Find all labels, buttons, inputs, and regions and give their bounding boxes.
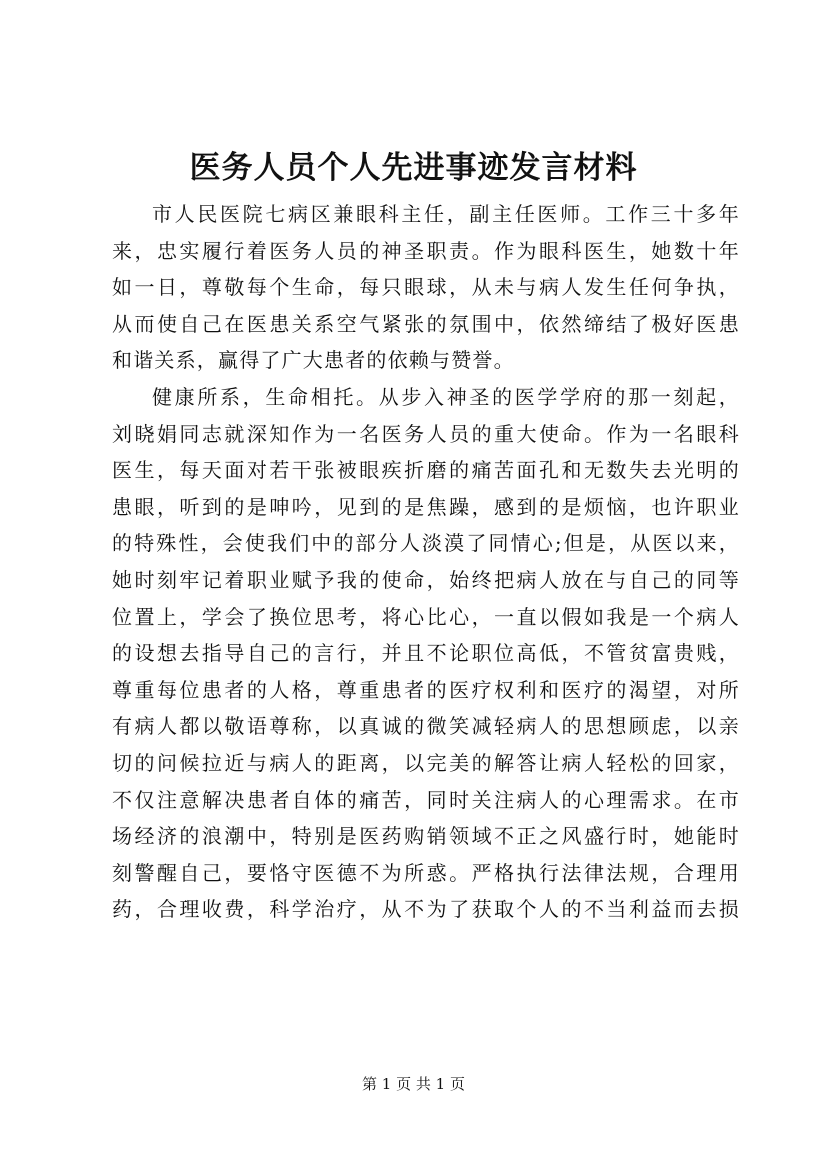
paragraph-line: 尊重每位患者的人格，尊重患者的医疗权利和医疗的渴望，对所: [112, 677, 740, 702]
paragraph-line: 切的问候拉近与病人的距离，以完美的解答让病人轻松的回家，: [112, 750, 740, 775]
paragraph-line: 她时刻牢记着职业赋予我的使命，始终把病人放在与自己的同等: [112, 567, 740, 592]
paragraph-line: 健康所系，生命相托。从步入神圣的医学学府的那一刻起，: [152, 384, 740, 409]
paragraph-line: 药，合理收费，科学治疗，从不为了获取个人的不当利益而去损: [112, 897, 740, 922]
paragraph-line: 位置上，学会了换位思考，将心比心，一直以假如我是一个病人: [112, 604, 740, 629]
paragraph-line: 刻警醒自己，要恪守医德不为所惑。严格执行法律法规，合理用: [112, 860, 740, 885]
document-body: [112, 196, 740, 928]
paragraph-line: 不仅注意解决患者自体的痛苦，同时关注病人的心理需求。在市: [112, 787, 740, 812]
document-title: 医务人员个人先进事迹发言材料: [189, 150, 638, 186]
paragraph-line: 刘晓娟同志就深知作为一名医务人员的重大使命。作为一名眼科: [112, 421, 740, 446]
paragraph-line: 有病人都以敬语尊称，以真诚的微笑减轻病人的思想顾虑，以亲: [112, 714, 740, 739]
paragraph-line: 患眼，听到的是呻吟，见到的是焦躁，感到的是烦恼，也许职业: [112, 494, 740, 519]
page-number-footer: 第 1 页 共 1 页: [362, 1075, 465, 1093]
paragraph-line: 和谐关系，赢得了广大患者的依赖与赞誉。: [112, 348, 515, 373]
paragraph-line: 市人民医院七病区兼眼科主任，副主任医师。工作三十多年: [152, 202, 740, 226]
paragraph-line: 来，忠实履行着医务人员的神圣职责。作为眼科医生，她数十年: [112, 238, 740, 263]
paragraph-line: 如一日，尊敬每个生命，每只眼球，从未与病人发生任何争执，: [112, 275, 740, 300]
paragraph-line: 场经济的浪潮中，特别是医药购销领域不正之风盛行时，她能时: [112, 824, 740, 849]
paragraph-line: 的设想去指导自己的言行，并且不论职位高低，不管贫富贵贱，: [112, 641, 740, 666]
paragraph-line: 医生，每天面对若干张被眼疾折磨的痛苦面孔和无数失去光明的: [112, 458, 740, 483]
paragraph-line: 从而使自己在医患关系空气紧张的氛围中，依然缔结了极好医患: [112, 311, 740, 336]
paragraph-line: 的特殊性，会使我们中的部分人淡漠了同情心;但是，从医以来，: [112, 531, 740, 556]
